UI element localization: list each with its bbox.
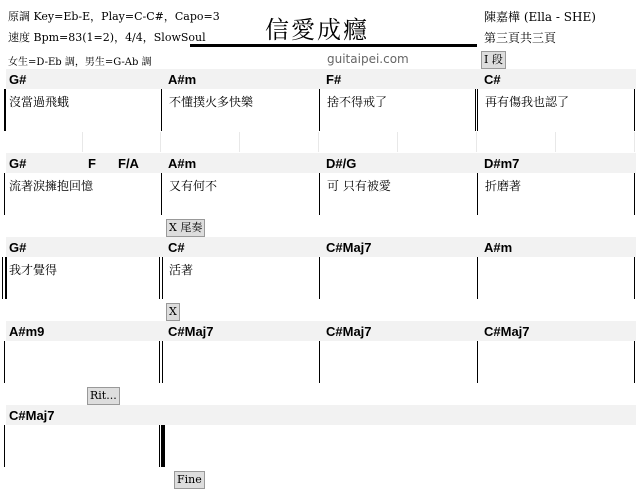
lyric: 折磨著 bbox=[485, 179, 522, 193]
lyric: 流著淚擁抱回憶 bbox=[9, 179, 94, 193]
chord-row bbox=[6, 237, 636, 257]
section-label: I 段 bbox=[481, 51, 506, 69]
lyric: 不懂撲火多快樂 bbox=[169, 95, 254, 109]
site-name: guitaipei.com bbox=[327, 52, 409, 66]
chord: F# bbox=[326, 72, 342, 87]
chord: C#Maj7 bbox=[326, 324, 372, 339]
chord: C# bbox=[484, 72, 501, 87]
barline bbox=[4, 89, 6, 131]
barline bbox=[2, 257, 3, 299]
chord: G# bbox=[9, 156, 27, 171]
chord: A#m bbox=[168, 72, 197, 87]
lyric: 捨不得戒了 bbox=[327, 95, 388, 109]
title-underline bbox=[190, 44, 477, 47]
barline bbox=[477, 89, 478, 131]
barline bbox=[4, 173, 5, 215]
page-info: 第三頁共三頁 bbox=[484, 31, 557, 45]
lyric: 又有何不 bbox=[169, 179, 218, 193]
lyric: 活著 bbox=[169, 263, 194, 277]
lyric-row bbox=[6, 257, 636, 299]
chord-row bbox=[6, 153, 636, 173]
chord: C#Maj7 bbox=[484, 324, 530, 339]
barline bbox=[161, 173, 162, 215]
section-tag: X 尾奏 bbox=[166, 219, 205, 237]
lyric: 可 只有被愛 bbox=[327, 179, 391, 193]
artist: 陳嘉樺 (Ella - SHE) bbox=[484, 10, 596, 24]
chord: G# bbox=[9, 240, 27, 255]
barline bbox=[159, 425, 160, 467]
chord: C#Maj7 bbox=[326, 240, 372, 255]
section-tag: Rit... bbox=[87, 387, 120, 405]
chord: D#m7 bbox=[484, 156, 520, 171]
chord: F bbox=[88, 156, 96, 171]
lyric: 我才覺得 bbox=[9, 263, 58, 277]
lyric: 沒當過飛蛾 bbox=[9, 95, 70, 109]
lyric: 再有傷我也認了 bbox=[485, 95, 570, 109]
barline bbox=[634, 89, 635, 131]
chord-row bbox=[6, 405, 636, 425]
chord: A#m9 bbox=[9, 324, 45, 339]
barline bbox=[634, 257, 635, 299]
section-tag: Fine bbox=[174, 471, 205, 489]
key-info: 原調 Key=Eb-E，Play=C-C#，Capo=3 bbox=[8, 10, 220, 23]
chord: A#m bbox=[484, 240, 513, 255]
barline bbox=[159, 341, 160, 383]
tag-row bbox=[6, 216, 636, 236]
barline bbox=[319, 89, 320, 131]
barline bbox=[161, 89, 162, 131]
chord-row bbox=[6, 69, 636, 89]
barline bbox=[475, 89, 476, 131]
chord: F/A bbox=[118, 156, 139, 171]
barline bbox=[477, 173, 478, 215]
tag-row bbox=[6, 132, 636, 152]
song-title: 信愛成癮 bbox=[265, 16, 369, 44]
barline bbox=[159, 257, 160, 299]
chord: G# bbox=[9, 72, 27, 87]
barline bbox=[634, 341, 635, 383]
tag-row bbox=[6, 468, 636, 488]
tag-row bbox=[6, 300, 636, 320]
lyric-row bbox=[6, 89, 636, 131]
barline bbox=[4, 425, 5, 467]
barline bbox=[162, 341, 163, 383]
lyric-row bbox=[6, 173, 636, 215]
barline bbox=[4, 341, 5, 383]
chord: C#Maj7 bbox=[9, 408, 55, 423]
barline bbox=[162, 257, 163, 299]
chord-row bbox=[6, 321, 636, 341]
tempo-info: 速度 Bpm=83(1=2)，4/4，SlowSoul bbox=[8, 31, 206, 44]
end-barline bbox=[161, 425, 165, 467]
barline bbox=[5, 257, 7, 299]
chord: C#Maj7 bbox=[168, 324, 214, 339]
barline bbox=[634, 173, 635, 215]
barline bbox=[477, 257, 478, 299]
barline bbox=[477, 341, 478, 383]
barline bbox=[319, 257, 320, 299]
barline bbox=[319, 341, 320, 383]
chord: C# bbox=[168, 240, 185, 255]
section-tag: X bbox=[166, 303, 180, 321]
barline bbox=[319, 173, 320, 215]
chord: D#/G bbox=[326, 156, 357, 171]
gender-key: 女生=D-Eb 調，男生=G-Ab 調 bbox=[8, 57, 152, 68]
chord: A#m bbox=[168, 156, 197, 171]
